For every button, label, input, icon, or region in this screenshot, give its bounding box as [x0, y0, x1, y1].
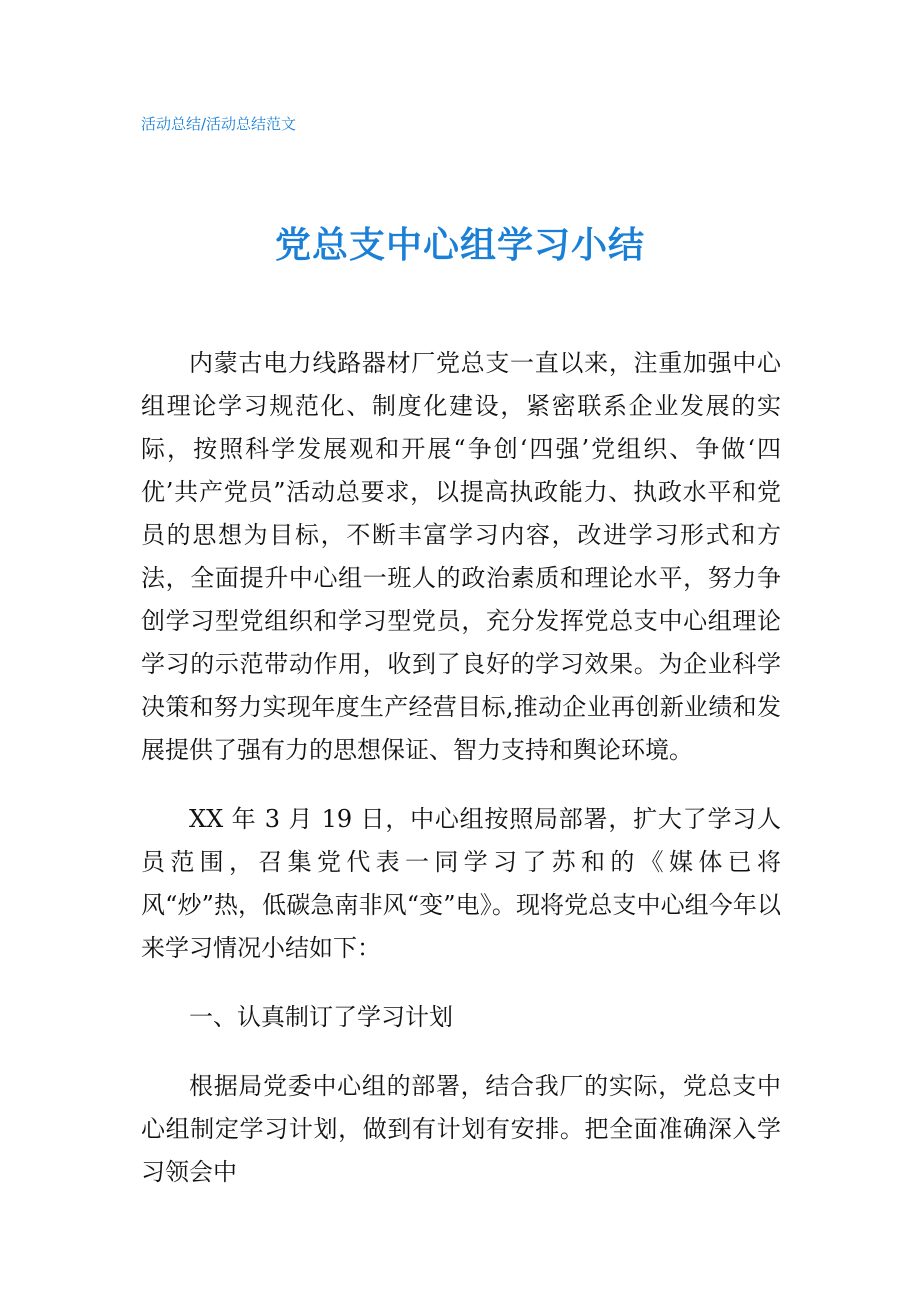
- section-heading: 一、认真制订了学习计划: [189, 1003, 453, 1031]
- paragraph-study-plan: 根据局党委中心组的部署，结合我厂的实际，党总支中心组制定学习计划，做到有计划有安排。把全面准确深入学习领会中: [141, 1072, 781, 1186]
- paragraph-study-event: XX 年 3 月 19 日，中心组按照局部署，扩大了学习人员范围，召集党代表一同学习了苏和的《媒体已将风“炒”热，低碳急南非风“变”电》。现将党总支中心组今年以来学习情况小结如下：: [141, 805, 781, 962]
- document-body: [141, 342, 781, 1220]
- breadcrumb[interactable]: 活动总结/活动总结范文: [141, 115, 297, 133]
- document-title: 党总支中心组学习小结: [274, 225, 645, 266]
- paragraph-intro: 内蒙古电力线路器材厂党总支一直以来，注重加强中心组理论学习规范化、制度化建设，紧密联系企业发展的实际，按照科学发展观和开展“争创‘四强’党组织、争做‘四优’共产党员”活动总要求，以提高执政能力、执政水平和党员的思想为目标，不断丰富学习内容，改进学习形式和方法，全面提升中心组一班人的政治素质和理论水平，努力争创学习型党组织和学习型党员，充分发挥党总支中心组理论学习的示范带动作用，收到了良好的学习效果。为企业科学决策和努力实现年度生产经营目标,推动企业再创新业绩和发展提供了强有力的思想保证、智力支持和舆论环境。: [141, 349, 781, 764]
